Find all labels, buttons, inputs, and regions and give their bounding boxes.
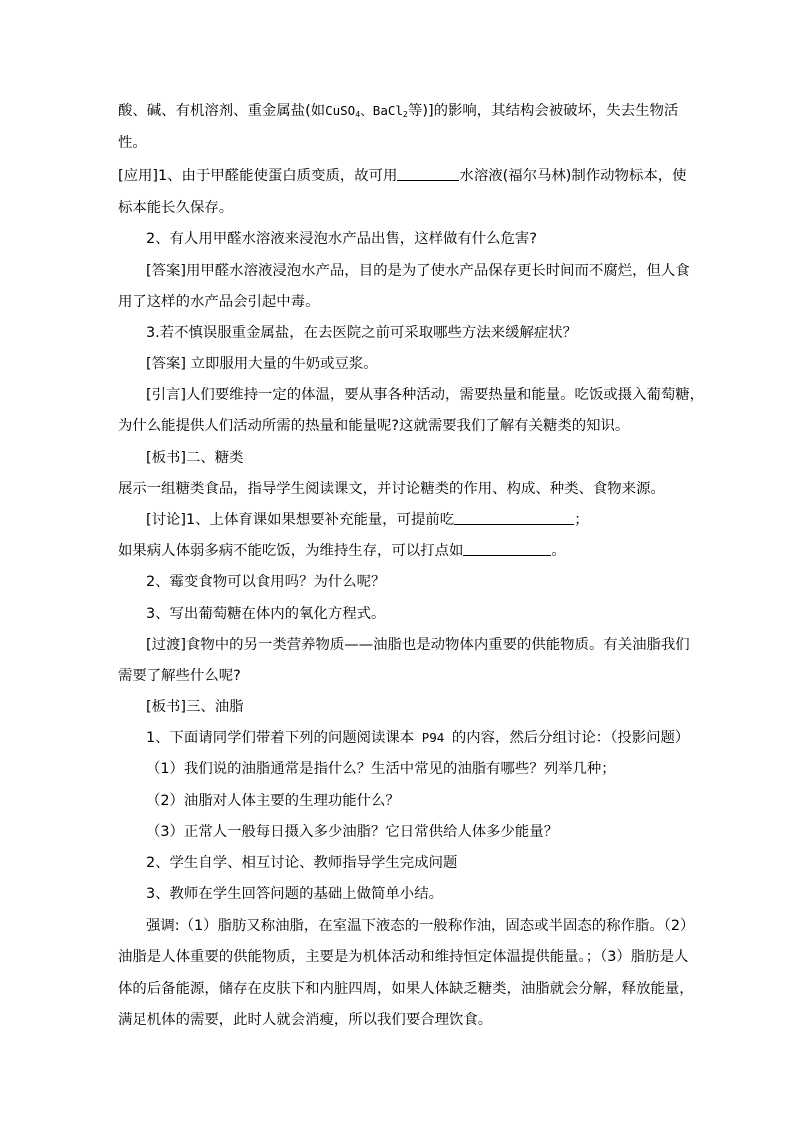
cuso4-subscript: 4 bbox=[355, 110, 361, 119]
line-14-text-end: ； bbox=[574, 512, 589, 528]
text-line-9: [答案] 立即服用大量的牛奶或豆浆。 bbox=[146, 356, 378, 372]
text-line-4: 标本能长久保存。 bbox=[118, 200, 234, 216]
text-line-2: 性。 bbox=[118, 135, 147, 151]
text-line-20: [板书]三、油脂 bbox=[146, 699, 244, 715]
text-line-14 bbox=[146, 510, 589, 530]
text-line-8: 3.若不慎误服重金属盐，在去医院之前可采取哪些方法来缓解症状？ bbox=[146, 325, 578, 341]
text-line-10: [引言]人们要维持一定的体温，要从事各种活动，需要热量和能量。吃饭或摄入葡萄糖， bbox=[146, 387, 705, 403]
line-15-text-end: 。 bbox=[551, 543, 566, 559]
text-line-28: 油脂是人体重要的供能物质，主要是为机体活动和维持恒定体温提供能量。；（3）脂肪是人 bbox=[118, 949, 689, 965]
text-line-12: [板书]二、糖类 bbox=[146, 450, 244, 466]
line-3-text: [应用]1、由于甲醛能使蛋白质变质，故可用 bbox=[118, 168, 398, 184]
page-reference: P94 bbox=[414, 730, 452, 745]
line-1-text: 酸、碱、有机溶剂、重金属盐(如 bbox=[118, 103, 326, 119]
fill-blank-drip bbox=[463, 541, 551, 556]
text-line-6: [答案]用甲醛水溶液浸泡水产品，目的是为了使水产品保存更长时间而不腐烂，但人食 bbox=[146, 263, 690, 279]
fill-blank-formalin bbox=[397, 166, 459, 181]
text-line-26: 3、教师在学生回答问题的基础上做简单小结。 bbox=[146, 886, 443, 902]
text-line-21 bbox=[146, 728, 689, 748]
line-14-text: [讨论]1、上体育课如果想要补充能量，可提前吃 bbox=[146, 512, 455, 528]
text-line-23: （2）油脂对人体主要的生理功能什么？ bbox=[146, 793, 400, 809]
text-line-7: 用了这样的水产品会引起中毒。 bbox=[118, 294, 320, 310]
bacl2-formula: 、BaCl bbox=[360, 103, 403, 118]
line-21-text: 1、下面请同学们带着下列的问题阅读课本 bbox=[146, 730, 415, 746]
text-line-22: （1）我们说的油脂通常是指什么？生活中常见的油脂有哪些？列举几种； bbox=[146, 761, 616, 777]
bacl2-subscript: 2 bbox=[402, 110, 408, 119]
fill-blank-food bbox=[454, 510, 574, 525]
text-line-19: 需要了解些什么呢? bbox=[118, 668, 241, 684]
cuso4-formula: CuSO bbox=[325, 103, 356, 118]
text-line-29: 体的后备能源，储存在皮肤下和内脏四周，如果人体缺乏糖类，油脂就会分解，释放能量， bbox=[118, 981, 694, 997]
text-line-11: 为什么能提供人们活动所需的热量和能量呢?这就需要我们了解有关糖类的知识。 bbox=[118, 418, 630, 434]
line-21-text-end: 的内容，然后分组讨论：（投影问题） bbox=[451, 730, 690, 746]
text-line-3 bbox=[118, 166, 687, 186]
text-line-25: 2、学生自学、相互讨论、教师指导学生完成问题 bbox=[146, 855, 458, 871]
text-line-1 bbox=[118, 101, 678, 121]
line-3-text-end: 水溶液(福尔马林)制作动物标本，使 bbox=[459, 168, 687, 184]
line-15-text: 如果病人体弱多病不能吃饭，为维持生存，可以打点如 bbox=[118, 543, 464, 559]
text-line-16: 2、霉变食物可以食用吗？为什么呢？ bbox=[146, 574, 386, 590]
text-line-5: 2、有人用甲醛水溶液来浸泡水产品出售，这样做有什么危害? bbox=[146, 231, 537, 247]
text-line-27: 强调:（1）脂肪又称油脂，在室温下液态的一般称作油，固态或半固态的称作脂。（2） bbox=[146, 918, 695, 934]
text-line-30: 满足机体的需要，此时人就会消瘦，所以我们要合理饮食。 bbox=[118, 1012, 493, 1028]
text-line-24: （3）正常人一般每日摄入多少油脂？它日常供给人体多少能量？ bbox=[146, 824, 559, 840]
text-line-17: 3、写出葡萄糖在体内的氧化方程式。 bbox=[146, 606, 386, 622]
text-line-18: [过渡]食物中的另一类营养物质——油脂也是动物体内重要的供能物质。有关油脂我们 bbox=[146, 637, 690, 653]
text-line-13: 展示一组糖类食品，指导学生阅读课文，并讨论糖类的作用、构成、种类、食物来源。 bbox=[118, 481, 665, 497]
text-line-15 bbox=[118, 541, 566, 561]
line-1-text-end: 等)]的影响，其结构会被破坏，失去生物活 bbox=[408, 103, 679, 119]
